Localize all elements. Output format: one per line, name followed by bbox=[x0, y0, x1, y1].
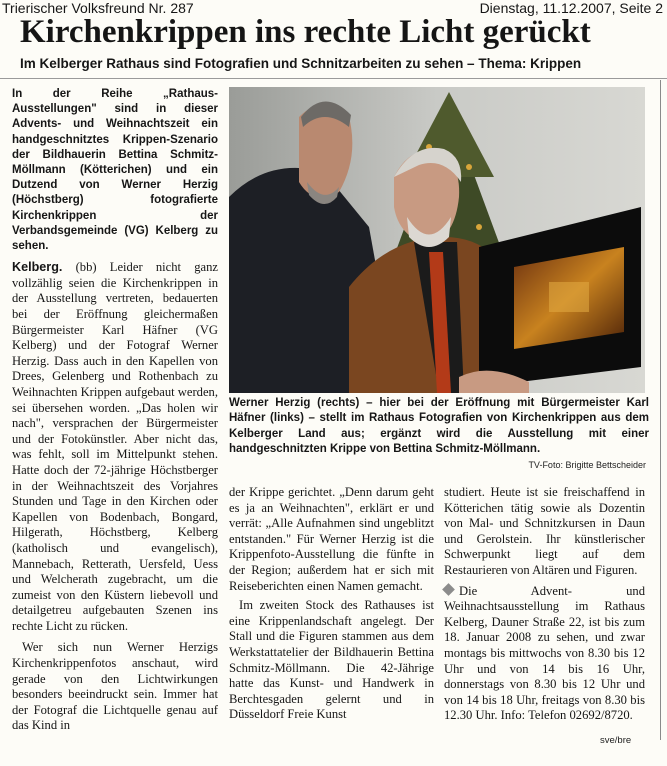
headline: Kirchenkrippen ins rechte Licht gerückt bbox=[20, 14, 591, 50]
photo-caption: Werner Herzig (rechts) – hier bei der Eröffnung mit Bürgermeister Karl Häfner (links) – stellt im Rathaus Fotografien von Kirchenkrippen aus dem Kelberger Land aus; ergänzt wird die Ausstellung mit einer handgeschnitzten Krippe von Bettina Schmitz-Möllmann. bbox=[229, 397, 649, 455]
body-paragraph-5: studiert. Heute ist sie freischaffend in Kötterichen tätig sowie als Dozentin von Mal- und Schnitzkursen in Daun und Gerolstein. Ihr künstlerischer Schwerpunkt liegt auf dem Restaurieren von Altären und Figuren. bbox=[444, 485, 645, 577]
dateline: Kelberg. bbox=[12, 260, 63, 275]
article-column-3 bbox=[444, 485, 645, 724]
subheadline: Im Kelberger Rathaus sind Fotografien und Schnitzarbeiten zu sehen – Thema: Krippen bbox=[20, 56, 582, 71]
lead-paragraph: In der Reihe „Rathaus-Ausstellungen" sind in dieser Advents- und Weihnachtszeit ein handgeschnitztes Krippen-Szenario der Bildhauerin Bettina Schmitz-Möllmann (Kötterichen) und ein Dutzend von Werner Herzig (Höchstberg) fotografierte Kirchenkrippen der Verbandsgemeinde (VG) Kelberg zu sehen. bbox=[12, 88, 218, 253]
info-paragraph bbox=[444, 584, 645, 724]
masthead-paper: Trierischer Volksfreund Nr. 287 bbox=[2, 0, 194, 16]
body-paragraph bbox=[12, 260, 218, 634]
body-text: (bb) Leider nicht ganz vollzählig seien die Kirchenkrippen in der Ausstellung vertreten, bedauerten bei der Eröffnung gleichermaßen Bürgermeister Karl Häfner (VG Kelberg) und der Fotograf Werner Herzig. Dass auch in den Kapellen von Drees, Gelenberg und Rothenbach zu Weihnachten Krippen aufgebaut werden, sei übersehen worden. „Das holen wir nach", versprachen der Bürgermeister und der Fotokünstler. Aber nicht das, was fehlt, soll im Mittelpunkt stehen. Hatte doch der 72-jährige Höchstberger in der Weihnachtszeit des Vorjahres Stunden und Tage in den Kirchen oder Kapellen von Bodenbach, Bongard, Hilgerath, Höchstberg, Kelberg (katholisch und evangelisch), Mannebach, Retterath, Uersfeld, Uess und Welcherath zugebracht, um die zumeist von den Küstern liebevoll und detailgetreu aufgebauten Szenen ins rechte Licht zu rücken. bbox=[12, 260, 218, 633]
diamond-icon bbox=[442, 583, 455, 596]
body-paragraph-2: Wer sich nun Werner Herzigs Kirchenkrippenfotos anschaut, wird gerade von den Lichtwirkungen besonders beeindruckt sein. Immer hat der Fotograf die Lichtquelle genau auf das Kind in bbox=[12, 640, 218, 733]
header-rule bbox=[0, 78, 667, 79]
info-text: Die Advent- und Weihnachtsausstellung im Rathaus Kelberg, Dauner Straße 22, ist bis zum 18. Januar 2008 zu sehen, und zwar montags bis mittwochs von 8.30 bis 12 Uhr und von 14 bis 16 Uhr, donnerstags von 8.30 bis 12 Uhr und von 14 bis 18 Uhr, freitags von 8.30 bis 12.30 Uhr. Info: Telefon 02692/8720. bbox=[444, 583, 645, 723]
article-photo bbox=[229, 87, 645, 393]
body-paragraph-3: der Krippe gerichtet. „Denn darum geht es ja an Weihnachten", erklärt er und verrät: „Alle Aufnahmen sind ungeblitzt entstanden." Für Werner Herzig ist die Krippenfoto-Ausstellung die fünfte in der Region; außerdem hat er sich mit Reiseberichten einen Namen gemacht. bbox=[229, 485, 434, 593]
author-signature: sve/bre bbox=[600, 735, 632, 746]
article-column-1 bbox=[12, 87, 218, 734]
body-paragraph-4: Im zweiten Stock des Rathauses ist eine Krippenlandschaft angelegt. Der Stall und die Figuren stammen aus dem Werkstattatelier der Bildhauerin Bettina Schmitz-Möllmann. Die 42-Jährige hatte das Kunst- und Handwerk in Berchtesgaden gelernt und in Düsseldorf Freie Kunst bbox=[229, 598, 434, 722]
masthead-date: Dienstag, 11.12.2007, Seite 2 bbox=[479, 0, 663, 16]
photo-credit: TV-Foto: Brigitte Bettscheider bbox=[528, 460, 646, 470]
column-divider bbox=[660, 80, 661, 740]
article-column-2 bbox=[229, 485, 434, 723]
